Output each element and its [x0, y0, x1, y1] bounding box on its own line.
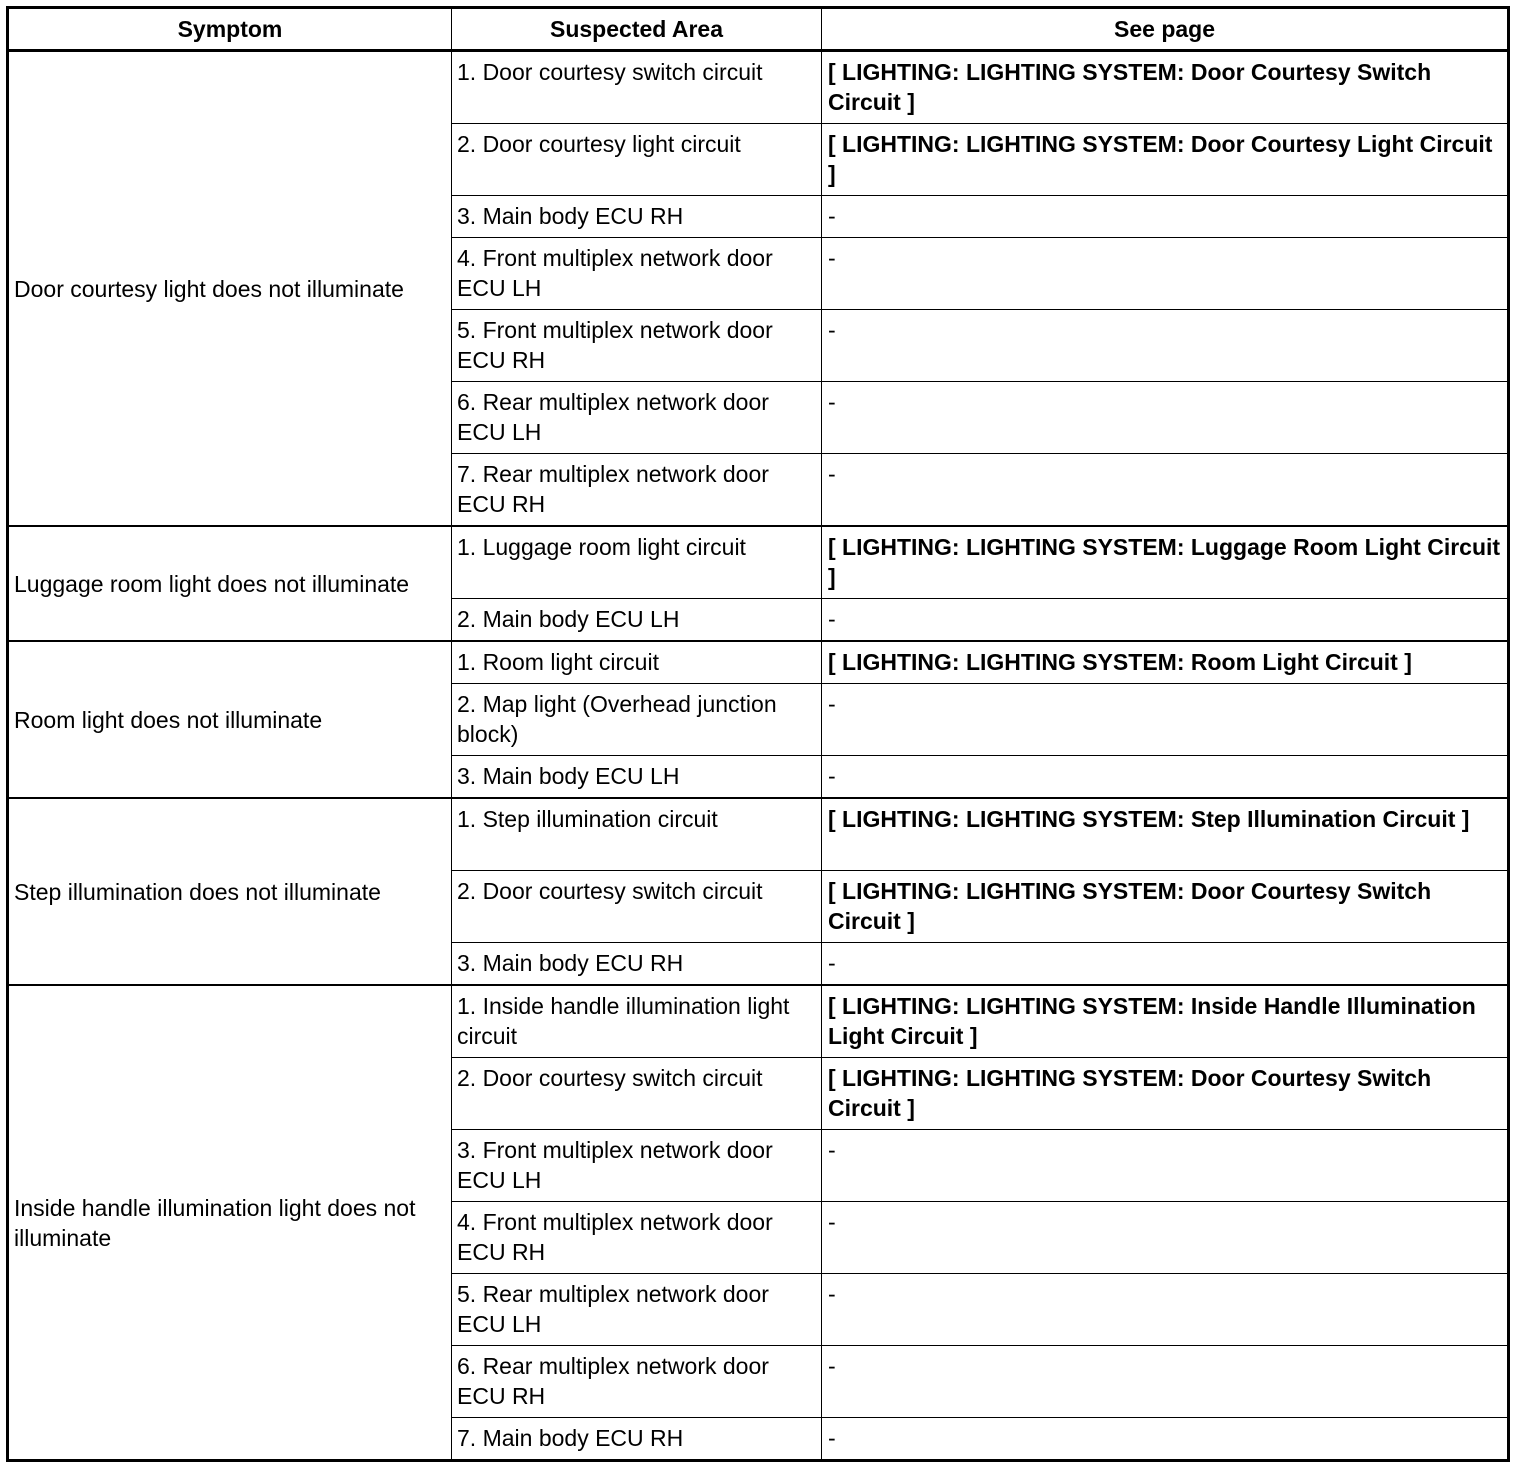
suspected-area-cell: 1. Luggage room light circuit [452, 526, 822, 599]
suspected-area-cell: 1. Step illumination circuit [452, 798, 822, 871]
table-header [8, 8, 1509, 51]
suspected-area-cell: 2. Door courtesy switch circuit [452, 1058, 822, 1130]
see-page-cell: - [822, 196, 1509, 238]
symptom-cell: Inside handle illumination light does not illuminate [8, 985, 452, 1461]
suspected-area-cell: 3. Main body ECU LH [452, 756, 822, 799]
see-page-cell: - [822, 454, 1509, 527]
suspected-area-cell: 1. Room light circuit [452, 641, 822, 684]
symptom-group [8, 985, 1509, 1461]
suspected-area-cell: 4. Front multiplex network door ECU LH [452, 238, 822, 310]
table-row [8, 641, 1509, 684]
symptom-cell: Step illumination does not illuminate [8, 798, 452, 985]
table-row [8, 985, 1509, 1058]
see-page-link[interactable]: [ LIGHTING: LIGHTING SYSTEM: Door Courtesy Light Circuit ] [822, 124, 1509, 196]
symptom-group [8, 526, 1509, 641]
suspected-area-cell: 2. Map light (Overhead junction block) [452, 684, 822, 756]
suspected-area-cell: 5. Front multiplex network door ECU RH [452, 310, 822, 382]
symptom-cell: Door courtesy light does not illuminate [8, 51, 452, 527]
see-page-cell: - [822, 382, 1509, 454]
see-page-cell: - [822, 1274, 1509, 1346]
table-row [8, 51, 1509, 124]
header-symptom: Symptom [8, 8, 452, 51]
see-page-cell: - [822, 1130, 1509, 1202]
symptom-cell: Luggage room light does not illuminate [8, 526, 452, 641]
suspected-area-cell: 1. Inside handle illumination light circuit [452, 985, 822, 1058]
see-page-cell: - [822, 1346, 1509, 1418]
see-page-cell: - [822, 310, 1509, 382]
suspected-area-cell: 7. Rear multiplex network door ECU RH [452, 454, 822, 527]
see-page-link[interactable]: [ LIGHTING: LIGHTING SYSTEM: Luggage Room Light Circuit ] [822, 526, 1509, 599]
header-see-page: See page [822, 8, 1509, 51]
suspected-area-cell: 1. Door courtesy switch circuit [452, 51, 822, 124]
suspected-area-cell: 6. Rear multiplex network door ECU LH [452, 382, 822, 454]
symptom-cell: Room light does not illuminate [8, 641, 452, 798]
suspected-area-cell: 2. Door courtesy light circuit [452, 124, 822, 196]
see-page-cell: - [822, 599, 1509, 642]
see-page-cell: - [822, 684, 1509, 756]
see-page-link[interactable]: [ LIGHTING: LIGHTING SYSTEM: Door Courtesy Switch Circuit ] [822, 51, 1509, 124]
symptom-table [6, 6, 1510, 1462]
see-page-link[interactable]: [ LIGHTING: LIGHTING SYSTEM: Door Courtesy Switch Circuit ] [822, 871, 1509, 943]
suspected-area-cell: 3. Front multiplex network door ECU LH [452, 1130, 822, 1202]
see-page-link[interactable]: [ LIGHTING: LIGHTING SYSTEM: Step Illumination Circuit ] [822, 798, 1509, 871]
see-page-link[interactable]: [ LIGHTING: LIGHTING SYSTEM: Door Courtesy Switch Circuit ] [822, 1058, 1509, 1130]
suspected-area-cell: 2. Main body ECU LH [452, 599, 822, 642]
see-page-cell: - [822, 238, 1509, 310]
suspected-area-cell: 3. Main body ECU RH [452, 196, 822, 238]
suspected-area-cell: 4. Front multiplex network door ECU RH [452, 1202, 822, 1274]
table-row [8, 798, 1509, 871]
suspected-area-cell: 5. Rear multiplex network door ECU LH [452, 1274, 822, 1346]
header-suspected-area: Suspected Area [452, 8, 822, 51]
suspected-area-cell: 7. Main body ECU RH [452, 1418, 822, 1461]
see-page-cell: - [822, 756, 1509, 799]
suspected-area-cell: 2. Door courtesy switch circuit [452, 871, 822, 943]
see-page-link[interactable]: [ LIGHTING: LIGHTING SYSTEM: Inside Handle Illumination Light Circuit ] [822, 985, 1509, 1058]
suspected-area-cell: 6. Rear multiplex network door ECU RH [452, 1346, 822, 1418]
symptom-group [8, 798, 1509, 985]
see-page-cell: - [822, 1202, 1509, 1274]
symptom-group [8, 51, 1509, 527]
header-row [8, 8, 1509, 51]
see-page-cell: - [822, 943, 1509, 986]
see-page-link[interactable]: [ LIGHTING: LIGHTING SYSTEM: Room Light Circuit ] [822, 641, 1509, 684]
symptom-group [8, 641, 1509, 798]
see-page-cell: - [822, 1418, 1509, 1461]
table-row [8, 526, 1509, 599]
suspected-area-cell: 3. Main body ECU RH [452, 943, 822, 986]
